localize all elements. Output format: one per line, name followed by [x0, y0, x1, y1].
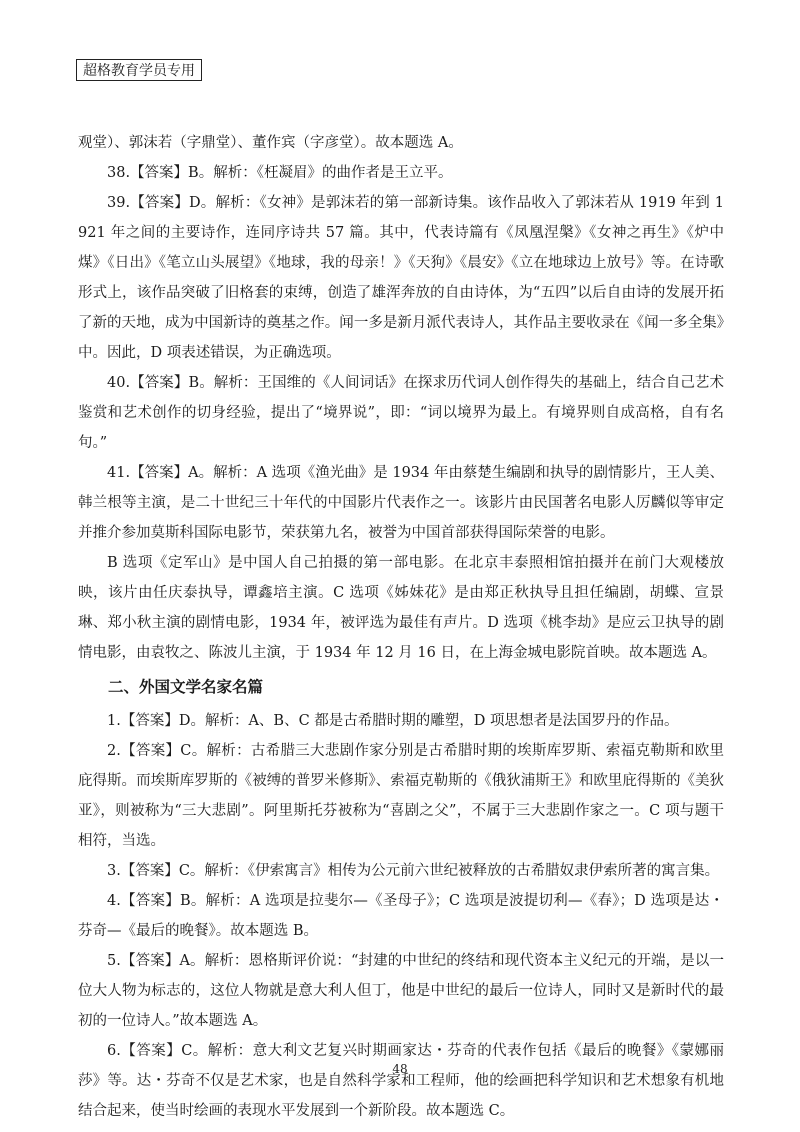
answer-41-continued: B 选项《定军山》是中国人自己拍摄的第一部电影。在北京丰泰照相馆拍摄并在前门大观楼放映，该片由任庆泰执导，谭鑫培主演。C 选项《姊妹花》是由郑正秋执导且担任编剧，胡蝶、宣景琳、郑小秋主演的剧情电影，1934 年，被评选为最佳有声片。D 选项《桃李劫》是应云卫执导的剧情电影，由袁牧之、陈波儿主演，于 1934 年 12 月 16 日，在上海金城电影院首映。故本题选 A。	[78, 555, 724, 661]
answer-41: 41.【答案】A。解析：A 选项《渔光曲》是 1934 年由蔡楚生编剧和执导的剧情影片，王人美、韩兰根等主演，是二十世纪三十年代的中国影片代表作之一。该影片由民国著名电影人厉麟似等审定并推介参加莫斯科国际电影节，荣获第九名，被誉为中国首部获得国际荣誉的电影。	[78, 465, 724, 541]
paragraph-continuation: 观堂）、郭沫若（字鼎堂）、董作宾（字彦堂）。故本题选 A。	[78, 135, 463, 151]
answer-2: 2.【答案】C。解析：古希腊三大悲剧作家分别是古希腊时期的埃斯库罗斯、索福克勒斯和欧里庇得斯。而埃斯库罗斯的《被缚的普罗米修斯》、索福克勒斯的《俄狄浦斯王》和欧里庇得斯的《美狄亚》，则被称为“三大悲剧”。阿里斯托芬被称为“喜剧之父”，不属于三大悲剧作家之一。C 项与题干相符，当选。	[78, 743, 724, 849]
answer-38: 38.【答案】B。解析：《枉凝眉》的曲作者是王立平。	[107, 165, 453, 181]
page-number: 48	[392, 1062, 408, 1076]
section-title: 二、外国文学名家名篇	[108, 678, 264, 696]
answer-1: 1.【答案】D。解析：A、B、C 都是古希腊时期的雕塑，D 项思想者是法国罗丹的作品。	[107, 713, 679, 729]
answer-6: 6.【答案】C。解析：意大利文艺复兴时期画家达・芬奇的代表作包括《最后的晚餐》《蒙娜丽莎》等。达・芬奇不仅是艺术家，也是自然科学家和工程师，他的绘画把科学知识和艺术想象有机地结合起来，使当时绘画的表现水平发展到一个新阶段。故本题选 C。	[78, 1043, 724, 1119]
answer-4: 4.【答案】B。解析：A 选项是拉斐尔—《圣母子》；C 选项是波提切利—《春》；D 选项是达・芬奇—《最后的晚餐》。故本题选 B。	[78, 893, 724, 939]
answer-40: 40.【答案】B。解析：王国维的《人间词话》在探求历代词人创作得失的基础上，结合自己艺术鉴赏和艺术创作的切身经验，提出了“境界说”，即：“词以境界为最上。有境界则自成高格，自有名句。”	[78, 375, 724, 451]
answer-39: 39.【答案】D。解析：《女神》是郭沫若的第一部新诗集。该作品收入了郭沫若从 1919 年到 1921 年之间的主要诗作，连同序诗共 57 篇。其中，代表诗篇有《凤凰涅槃》《女神之再生》《炉中煤》《日出》《笔立山头展望》《地球，我的母亲！》《天狗》《晨安》《立在地球边上放号》等。在诗歌形式上，该作品突破了旧格套的束缚，创造了雄浑奔放的自由诗体，为“五四”以后自由诗的发展开拓了新的天地，成为中国新诗的奠基之作。闻一多是新月派代表诗人，其作品主要收录在《闻一多全集》中。因此，D 项表述错误，为正确选项。	[78, 195, 724, 361]
header-stamp: 超格教育学员专用	[76, 59, 202, 81]
page-body	[78, 128, 724, 1126]
answer-5: 5.【答案】A。解析：恩格斯评价说：“封建的中世纪的终结和现代资本主义纪元的开端，是以一位大人物为标志的，这位人物就是意大利人但丁，他是中世纪的最后一位诗人，同时又是新时代的最初的一位诗人。”故本题选 A。	[78, 953, 724, 1029]
answer-3: 3.【答案】C。解析：《伊索寓言》相传为公元前六世纪被释放的古希腊奴隶伊索所著的寓言集。	[107, 863, 720, 879]
